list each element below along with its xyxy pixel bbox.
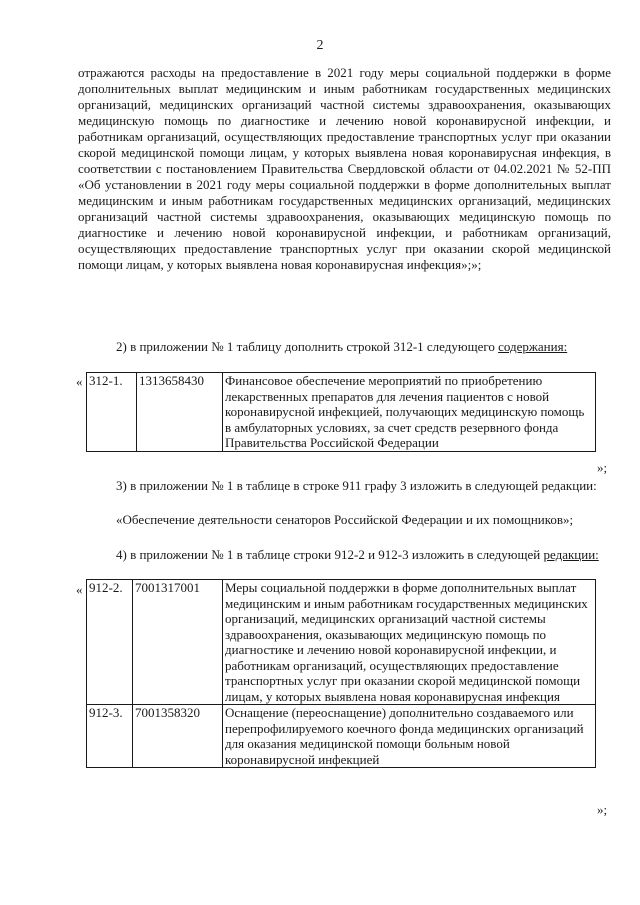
- amendment-table-312-1: [86, 372, 596, 452]
- table-row: [87, 705, 596, 768]
- intro-paragraph: отражаются расходы на предоставление в 2021 году меры социальной поддержки в форме дополнительных выплат медицинским и иным работникам государственных медицинских организаций, медицинских организаций частной системы здравоохранения, оказывающих медицинскую помощь по диагностике и лечению новой коронавирусной инфекции, и работникам организаций, осуществляющих предоставление транспортных услуг при оказании скорой медицинской помощи лицам, у которых выявлена новая коронавирусная инфекция, в соответствии с постановлением Правительства Свердловской области от 04.02.2021 № 52-ПП «Об установлении в 2021 году меры социальной поддержки в форме дополнительных выплат медицинским и иным работникам государственных медицинских организаций, медицинских организаций частной системы здравоохранения, оказывающих медицинскую помощь по диагностике и лечению новой коронавирусной инфекции, и работникам организаций, осуществляющих предоставление транспортных услуг при оказании скорой медицинской помощи лицам, у которых выявлена новая коронавирусная инфекция»;»;: [78, 65, 611, 272]
- row-code-cell: 7001358320: [133, 705, 223, 768]
- item-3-quote: «Обеспечение деятельности сенаторов Российской Федерации и их помощников»;: [116, 512, 574, 527]
- row-number-cell: 912-3.: [87, 705, 133, 768]
- item-4-text-underlined: редакции:: [543, 547, 599, 562]
- amendment-table-912: [86, 579, 596, 768]
- row-description-cell: Меры социальной поддержки в форме дополнительных выплат медицинским и иным работникам государственных медицинских организаций, медицинских организаций частной системы здравоохранения, оказывающих медицинскую помощь по диагностике и лечению новой коронавирусной инфекции, и работникам организаций, осуществляющих предоставление транспортных услуг при оказании скорой медицинской помощи лицам, у которых выявлена новая коронавирусная инфекция: [223, 580, 596, 705]
- item-2-text: [78, 339, 611, 355]
- row-number-cell: 312-1.: [87, 373, 137, 452]
- row-code-cell: 7001317001: [133, 580, 223, 705]
- item-2-text-underlined: содержания:: [498, 339, 568, 354]
- row-description-cell: Оснащение (переоснащение) дополнительно создаваемого или перепрофилируемого коечного фонда медицинских организаций для оказания медицинской помощи больным новой коронавирусной инфекцией: [223, 705, 596, 768]
- table-1-close-quote: »;: [597, 460, 608, 475]
- item-4-text: [78, 547, 611, 563]
- table-1-open-quote: «: [76, 374, 83, 389]
- item-4-text-main: 4) в приложении № 1 в таблице строки 912-2 и 912-3 изложить в следующей: [116, 547, 541, 562]
- row-number-cell: 912-2.: [87, 580, 133, 705]
- item-2-text-main: 2) в приложении № 1 таблицу дополнить строкой 312-1 следующего: [116, 339, 495, 354]
- table-2-close-quote: »;: [597, 802, 608, 817]
- table-row: [87, 580, 596, 705]
- page-number: 2: [316, 38, 324, 53]
- item-3-text: 3) в приложении № 1 в таблице в строке 911 графу 3 изложить в следующей редакции:: [116, 478, 597, 493]
- table-2-open-quote: «: [76, 582, 83, 597]
- row-description-cell: Финансовое обеспечение мероприятий по приобретению лекарственных препаратов для лечения пациентов с новой коронавирусной инфекцией, получающих медицинскую помощь в амбулаторных условиях, за счет средств резервного фонда Правительства Российской Федерации: [223, 373, 596, 452]
- row-code-cell: 1313658430: [137, 373, 223, 452]
- table-row: [87, 373, 596, 452]
